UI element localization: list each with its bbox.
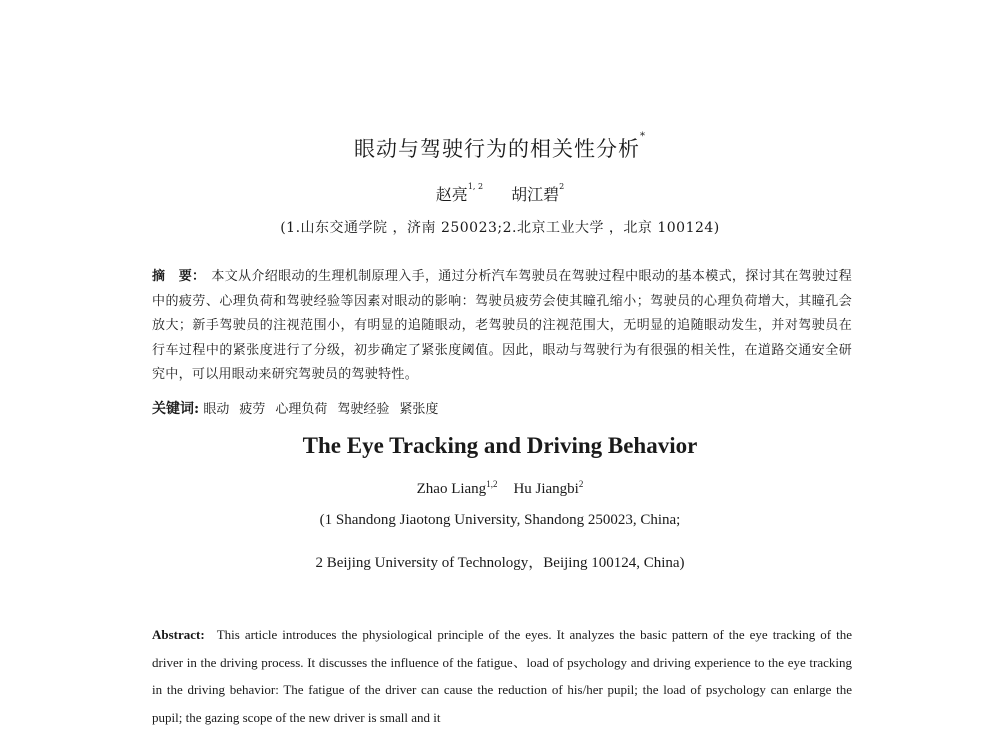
english-title: The Eye Tracking and Driving Behavior bbox=[302, 433, 698, 458]
english-abstract bbox=[152, 621, 852, 731]
chinese-author-name: 胡江碧 bbox=[511, 185, 560, 204]
keyword: 心理负荷 bbox=[275, 402, 328, 417]
english-author-affil: 2 bbox=[578, 479, 584, 489]
english-authors bbox=[0, 479, 1000, 498]
chinese-authors bbox=[0, 182, 1000, 205]
keyword: 驾驶经验 bbox=[337, 402, 390, 417]
chinese-title-text: 眼动与驾驶行为的相关性分析 bbox=[354, 137, 640, 161]
english-author-name: Zhao Liang bbox=[416, 481, 487, 497]
chinese-author-name: 赵亮 bbox=[435, 185, 468, 204]
chinese-keywords bbox=[152, 397, 852, 422]
english-abstract-text: This article introduces the physiological principle of the eyes. It analyzes the basic pattern of the eye tracking of the driver in the driving process. It discusses the influence of the fatigue、load of psychology and driving experience to the eye tracking in the driving behavior: The fatigue of the driver can cause the reduction of his/her pupil; the load of psychology can enlarge the pupil; the gazing scope of the new driver is small and it bbox=[152, 627, 852, 725]
chinese-author-affil: 1, 2 bbox=[467, 182, 484, 191]
chinese-abstract-label: 摘 要： bbox=[152, 269, 206, 284]
chinese-title bbox=[0, 133, 1000, 163]
keyword: 疲劳 bbox=[239, 402, 266, 417]
chinese-author-affil: 2 bbox=[559, 182, 565, 191]
chinese-abstract-text: 本文从介绍眼动的生理机制原理入手，通过分析汽车驾驶员在驾驶过程中眼动的基本模式，探讨其在驾驶过程中的疲劳、心理负荷和驾驶经验等因素对眼动的影响：驾驶员疲劳会使其瞳孔缩小；驾驶员的心理负荷增大，其瞳孔会放大；新手驾驶员的注视范围小，有明显的追随眼动，老驾驶员的注视范围大，无明显的追随眼动发生，并对驾驶员在行车过程中的紧张度进行了分级，初步确定了紧张度阈值。因此，眼动与驾驶行为有很强的相关性，在道路交通安全研究中，可以用眼动来研究驾驶员的驾驶特性。 bbox=[152, 269, 852, 382]
title-footnote-mark: * bbox=[640, 131, 646, 142]
keyword: 眼动 bbox=[203, 402, 230, 417]
english-affiliation-line-2: 2 Beijing University of Technology，Beijing 100124, China) bbox=[315, 555, 685, 571]
english-author-affil: 1,2 bbox=[486, 479, 498, 489]
keyword: 紧张度 bbox=[399, 402, 439, 417]
english-abstract-label: Abstract: bbox=[152, 627, 205, 642]
chinese-affiliation: (1.山东交通学院 ，济南 250023;2.北京工业大学 ，北京 100124) bbox=[280, 220, 720, 236]
chinese-abstract bbox=[152, 265, 852, 388]
english-author-name: Hu Jiangbi bbox=[513, 481, 579, 497]
english-affiliation-line-1: (1 Shandong Jiaotong University, Shandong 250023, China; bbox=[319, 512, 681, 528]
keywords-label: 关键词: bbox=[152, 401, 200, 417]
